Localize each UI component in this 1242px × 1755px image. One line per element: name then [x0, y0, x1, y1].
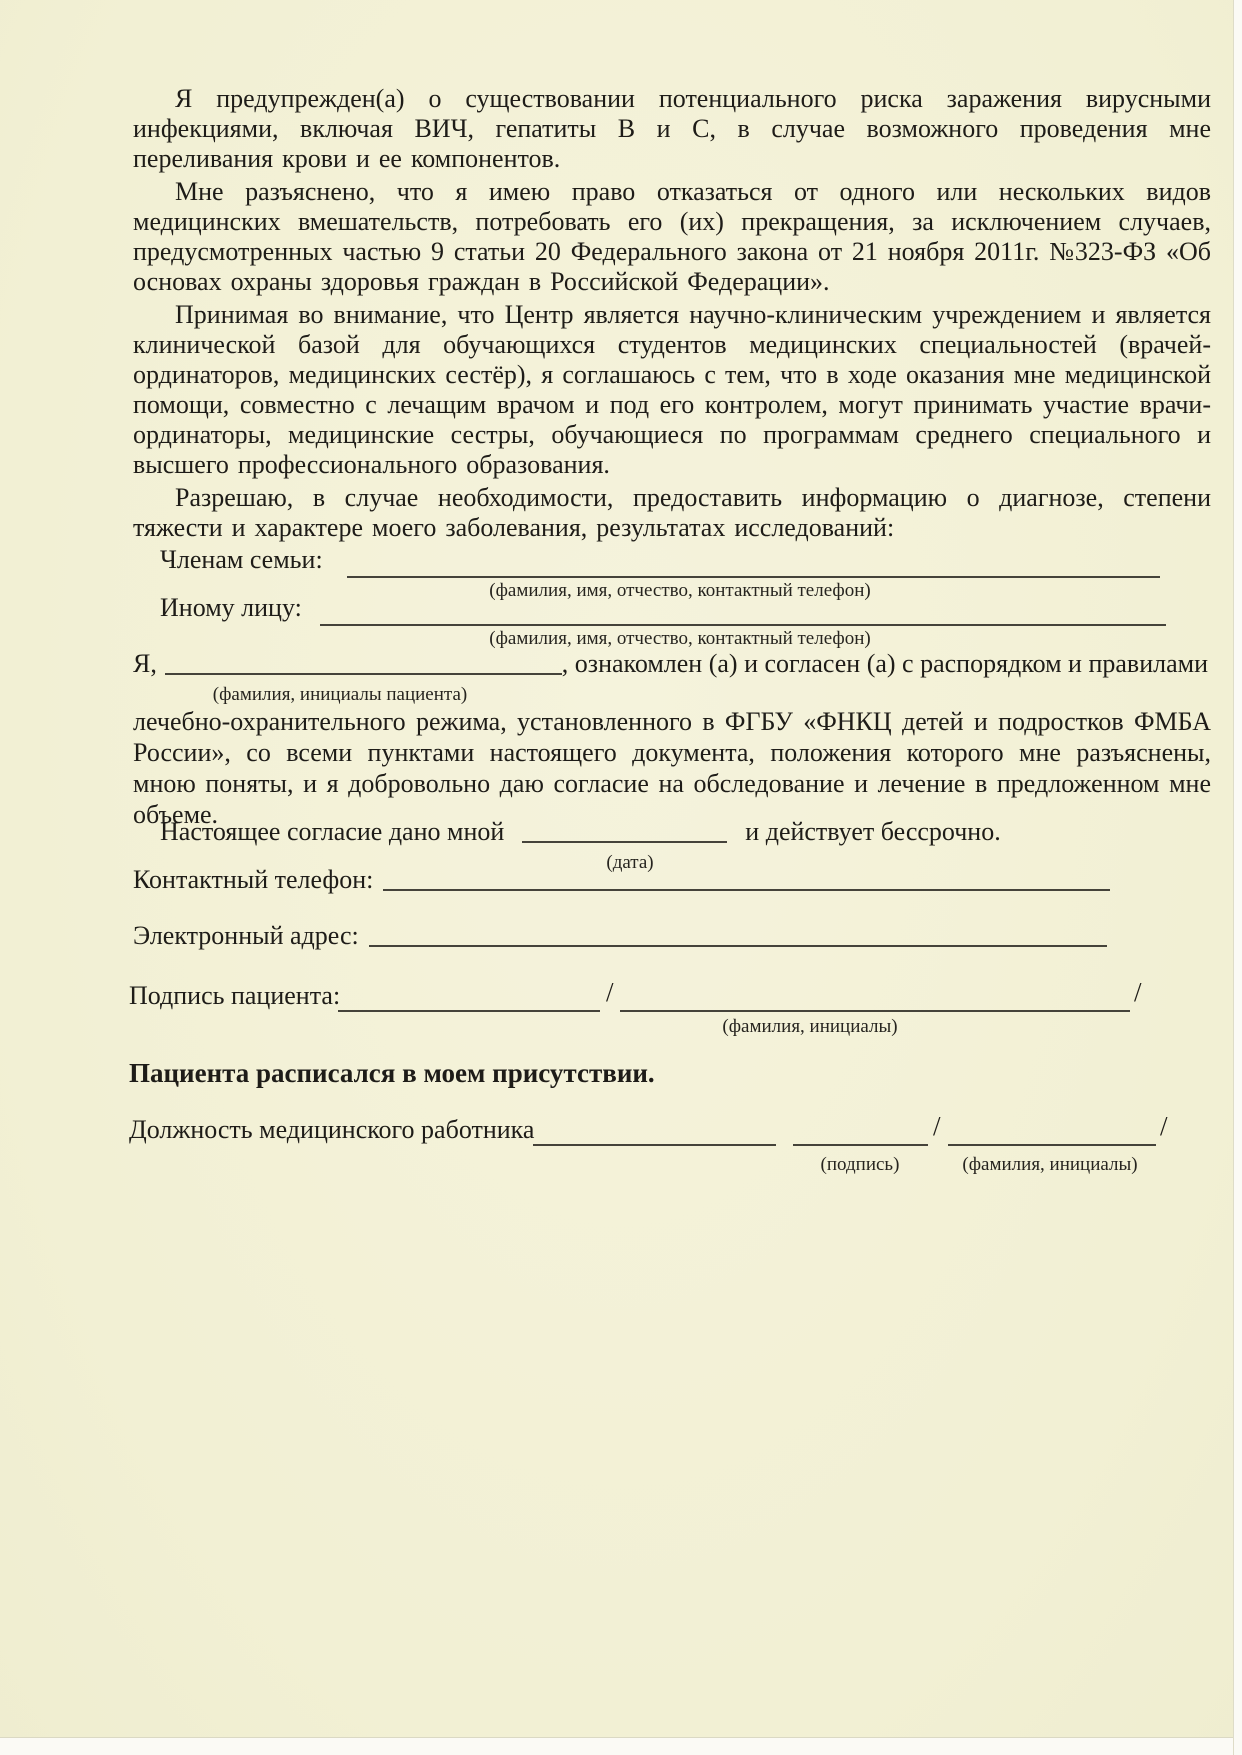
position-blank[interactable]	[533, 1114, 776, 1146]
worker-signature-caption: (подпись)	[820, 1154, 900, 1175]
worker-separator-slash: /	[933, 1111, 941, 1141]
paragraph-clinical-training: Принимая во внимание, что Центр является научно-клиническим учреждением и является клинической базой для обучающихся студентов медицинских специальностей (врачей-ординаторов, медицинских сестёр), я соглашаюсь с тем, что в ходе оказания мне медицинской помощи, совместно с лечащим врачом и под его контролем, могут принимать участие врачи-ординаторы, медицинские сестры, обучающиеся по программам среднего специального и высшего профессионального образования.	[133, 300, 1211, 479]
signature-separator-slash: /	[606, 977, 614, 1007]
scan-edge-bottom	[0, 1737, 1242, 1755]
consent-date-blank[interactable]	[522, 816, 727, 843]
worker-name-caption: (фамилия, инициалы)	[962, 1154, 1138, 1175]
scan-edge-right	[1233, 0, 1242, 1755]
patient-name-caption: (фамилия, инициалы пациента)	[212, 684, 468, 705]
paragraph-regime-agreement: лечебно-охранительного режима, установленного в ФГБУ «ФНКЦ детей и подростков ФМБА России», со всеми пунктами настоящего документа, положения которого мне разъяснены, мною поняты, и я добровольно даю согласие на обследование и лечение в предложенном мне объеме.	[133, 707, 1211, 829]
phone-row	[133, 864, 1110, 896]
worker-end-slash: /	[1160, 1111, 1168, 1141]
signature-end-slash: /	[1134, 977, 1142, 1007]
consent-suffix-text: и действует бессрочно.	[745, 817, 1001, 846]
patient-name-blank[interactable]	[165, 648, 562, 675]
other-person-label: Иному лицу:	[160, 593, 302, 622]
patient-signature-label: Подпись пациента:	[129, 981, 341, 1010]
phone-label: Контактный телефон:	[133, 865, 374, 894]
consent-date-caption: (дата)	[606, 852, 654, 873]
email-blank[interactable]	[369, 920, 1107, 947]
body-paragraphs	[133, 84, 1211, 546]
other-person-blank[interactable]	[320, 594, 1166, 626]
witness-statement: Пациента расписался в моем присутствии.	[129, 1058, 655, 1088]
medical-worker-position-label: Должность медицинского работника	[129, 1115, 535, 1144]
consent-prefix-text: Настоящее согласие дано мной	[160, 817, 505, 846]
patient-agreement-text: , ознакомлен (а) и согласен (а) с распорядком и правилами	[561, 649, 1208, 678]
email-row	[133, 920, 1107, 952]
patient-name-row	[133, 648, 1208, 680]
email-label: Электронный адрес:	[133, 921, 359, 950]
patient-signature-caption: (фамилия, инициалы)	[722, 1016, 898, 1037]
paragraph-infection-risk: Я предупрежден(а) о существовании потенциального риска заражения вирусными инфекциями, включая ВИЧ, гепатиты В и С, в случае возможного проведения мне переливания крови и ее компонентов.	[133, 84, 1211, 173]
other-person-caption: (фамилия, имя, отчество, контактный телефон)	[489, 628, 871, 649]
consent-date-row	[160, 816, 1001, 848]
phone-blank[interactable]	[383, 864, 1110, 891]
worker-name-blank[interactable]	[948, 1114, 1156, 1146]
family-members-blank[interactable]	[347, 546, 1160, 578]
patient-prefix-label: Я,	[133, 649, 157, 678]
paragraph-information-release: Разрешаю, в случае необходимости, предоставить информацию о диагнозе, степени тяжести и характере моего заболевания, результатах исследований:	[133, 483, 1211, 542]
family-members-caption: (фамилия, имя, отчество, контактный телефон)	[489, 580, 871, 601]
patient-signature-blank[interactable]	[338, 980, 600, 1012]
family-members-label: Членам семьи:	[160, 545, 323, 574]
paragraph-right-to-refuse: Мне разъяснено, что я имею право отказаться от одного или нескольких видов медицинских вмешательств, потребовать его (их) прекращения, за исключением случаев, предусмотренных частью 9 статьи 20 Федерального закона от 21 ноября 2011г. №323-ФЗ «Об основах охраны здоровья граждан в Российской Федерации».	[133, 177, 1211, 296]
patient-name-signature-blank[interactable]	[620, 980, 1130, 1012]
worker-signature-blank[interactable]	[793, 1114, 928, 1146]
